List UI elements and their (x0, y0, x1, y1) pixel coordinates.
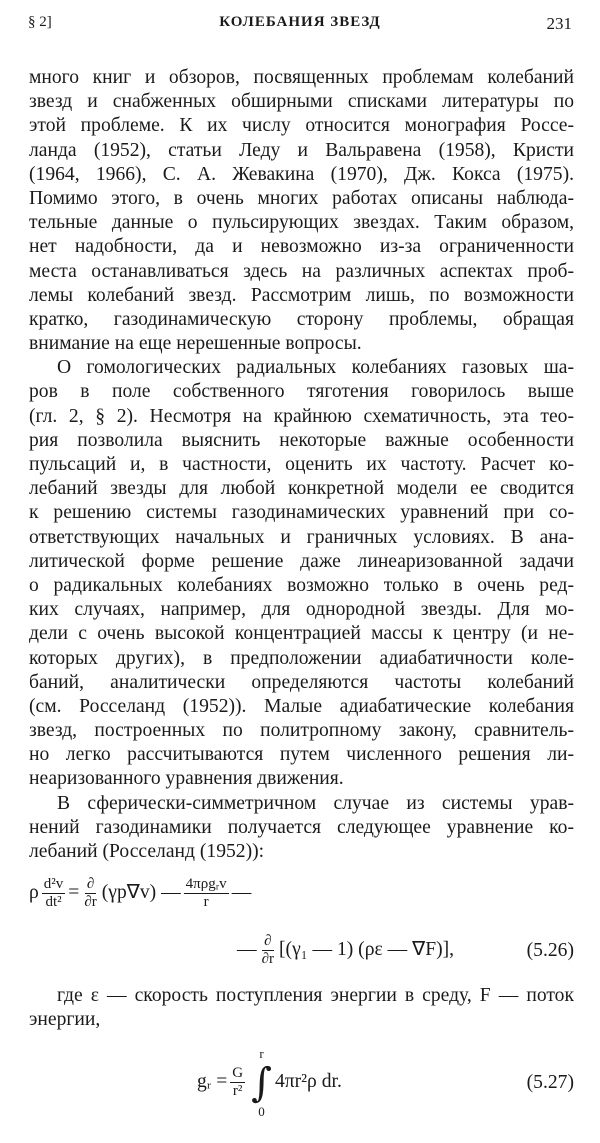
eq-num-4pirhog: 4πρgᵣv (185, 875, 227, 892)
eq-term1: (γp∇v) — (101, 882, 181, 904)
text-line: к решению системы газодинамических уравнений при со- (29, 502, 574, 524)
eq-equals: = (68, 882, 80, 904)
equation-number-5-26: (5.26) (526, 940, 574, 962)
paragraph-3 (29, 792, 574, 865)
running-title: КОЛЕБАНИЯ ЗВЕЗД (219, 14, 381, 30)
text-line: лебаний звезды для любой конкретной модели ее сводится (29, 478, 574, 500)
eq-fraction-partial-r-2 (260, 933, 276, 968)
text-line: В сферически-симметричном случае из системы урав- (57, 792, 574, 814)
eq-lhs-gr: gᵣ = (197, 1071, 228, 1093)
text-line: баний, аналитически определяются частоты колебаний (29, 671, 574, 693)
text-line: О гомологических радиальных колебаниях газовых ша- (57, 357, 574, 379)
text-line: тельные данные о пульсирующих звездах. Таким образом, (29, 212, 574, 234)
text-line: много книг и обзоров, посвященных проблемам колебаний (29, 67, 574, 88)
text-line: которых других), в предположении адиабатичности коле- (29, 647, 574, 669)
text-line: ответствующих начальных и граничных условиях. В ана- (29, 526, 574, 548)
equation-number-5-27: (5.27) (526, 1071, 574, 1093)
eq-den-dt2: dt² (45, 893, 62, 910)
integral-sign (251, 1047, 272, 1119)
paragraph-4 (29, 984, 574, 1032)
text-line: энергии, (29, 1009, 101, 1031)
equation-5-26 (29, 864, 574, 984)
eq-num-partial-2: ∂ (264, 932, 272, 949)
text-line: звезд, построенных по политропному закону, сравнитель- (29, 720, 574, 742)
text-line: дели с очень высокой концентрацией массы к центру (и не- (29, 623, 574, 645)
equation-5-27-body (197, 1033, 342, 1133)
text-line: нений газодинамики получается следующее уравнение ко- (29, 816, 574, 838)
text-line: места останавливаться здесь на различных аспектах проб- (29, 260, 574, 282)
text-line: лебаний (Росселанд (1952)): (29, 841, 265, 862)
text-line: литической форме решение даже линеаризованной задачи (29, 550, 574, 572)
eq-fraction-g-r2 (230, 1065, 245, 1100)
integral-upper-limit: r (259, 1045, 264, 1061)
text-line: но легко рассчитываются путем численного решения ли- (29, 744, 574, 766)
integral-lower-limit: 0 (258, 1103, 265, 1119)
text-line: где ε — скорость поступления энергии в среду, F — поток (57, 985, 574, 1007)
text-line: пульсаций и, в частности, оценить их частоту. Расчет ко- (29, 454, 574, 475)
eq-line2-dash: — (237, 939, 257, 961)
text-line: внимание на еще нерешенные вопросы. (29, 333, 362, 355)
text-line: ров в поле собственного тяготения говорилось выше (29, 381, 574, 403)
section-mark: § 2] (28, 14, 52, 30)
text-line: неаризованного уравнения движения. (29, 768, 344, 790)
integral-symbol: ∫ (251, 1059, 272, 1106)
equation-5-26-line1 (29, 864, 251, 922)
text-line: ких случаях, например, для однородной звезды. Для мо- (29, 599, 574, 621)
text-line: этой проблеме. К их числу относится монография Россе- (29, 115, 574, 137)
text-line: рия позволила выяснить некоторые важные особенности (29, 429, 574, 451)
eq-term2: [(γ₁ — 1) (ρε — ∇F)], (279, 939, 455, 961)
paragraph-2 (29, 356, 574, 791)
text-line: (1964, 1966), С. А. Жевакина (1970), Дж. Кокса (1975). (29, 163, 574, 185)
text-line: нет надобности, да и невозможно из-за ограниченности (29, 236, 574, 258)
eq-num-g: G (232, 1065, 244, 1082)
eq-fraction-partial-r (82, 876, 98, 911)
text-line: кратко, газодинамическую сторону проблемы, обращая (29, 308, 574, 330)
eq-rho: ρ (29, 882, 39, 904)
eq-integrand: 4πr²ρ dr. (274, 1071, 342, 1093)
text-line: о радикальных колебаниях возможно только в очень ред- (29, 574, 574, 596)
eq-den-r: r (203, 893, 209, 910)
text-line: (см. Росселанд (1952)). Малые адиабатические колебания (29, 695, 574, 717)
eq-fraction-d2v-dt2 (42, 876, 66, 911)
equation-5-27 (29, 1033, 574, 1143)
text-line: (гл. 2, § 2). Несмотря на крайнюю схематичность, эта тео- (29, 405, 574, 427)
paragraph-1 (29, 66, 574, 356)
page-header (28, 14, 572, 36)
eq-den-partial-r-2: ∂r (261, 950, 275, 967)
text-line: ланда (1952), статьи Леду и Вальравена (1958), Кристи (29, 139, 574, 161)
text-line: звезд и снабженных обширными списками литературы по (29, 91, 574, 113)
eq-num-d2v: d²v (43, 875, 64, 892)
eq-den-partial-r: ∂r (84, 893, 97, 910)
page-body (29, 66, 574, 1143)
text-line: лемы колебаний звезд. Рассмотрим лишь, по возможности (29, 284, 574, 306)
text-line: Помимо этого, в очень многих работах описаны наблюда- (29, 187, 574, 209)
eq-fraction-gravity (184, 876, 229, 911)
page-number: 231 (546, 14, 572, 33)
eq-den-r2: r² (232, 1083, 243, 1100)
eq-num-partial: ∂ (86, 875, 95, 892)
equation-5-26-line2 (237, 924, 454, 976)
eq-trailing-dash: — (231, 882, 252, 904)
